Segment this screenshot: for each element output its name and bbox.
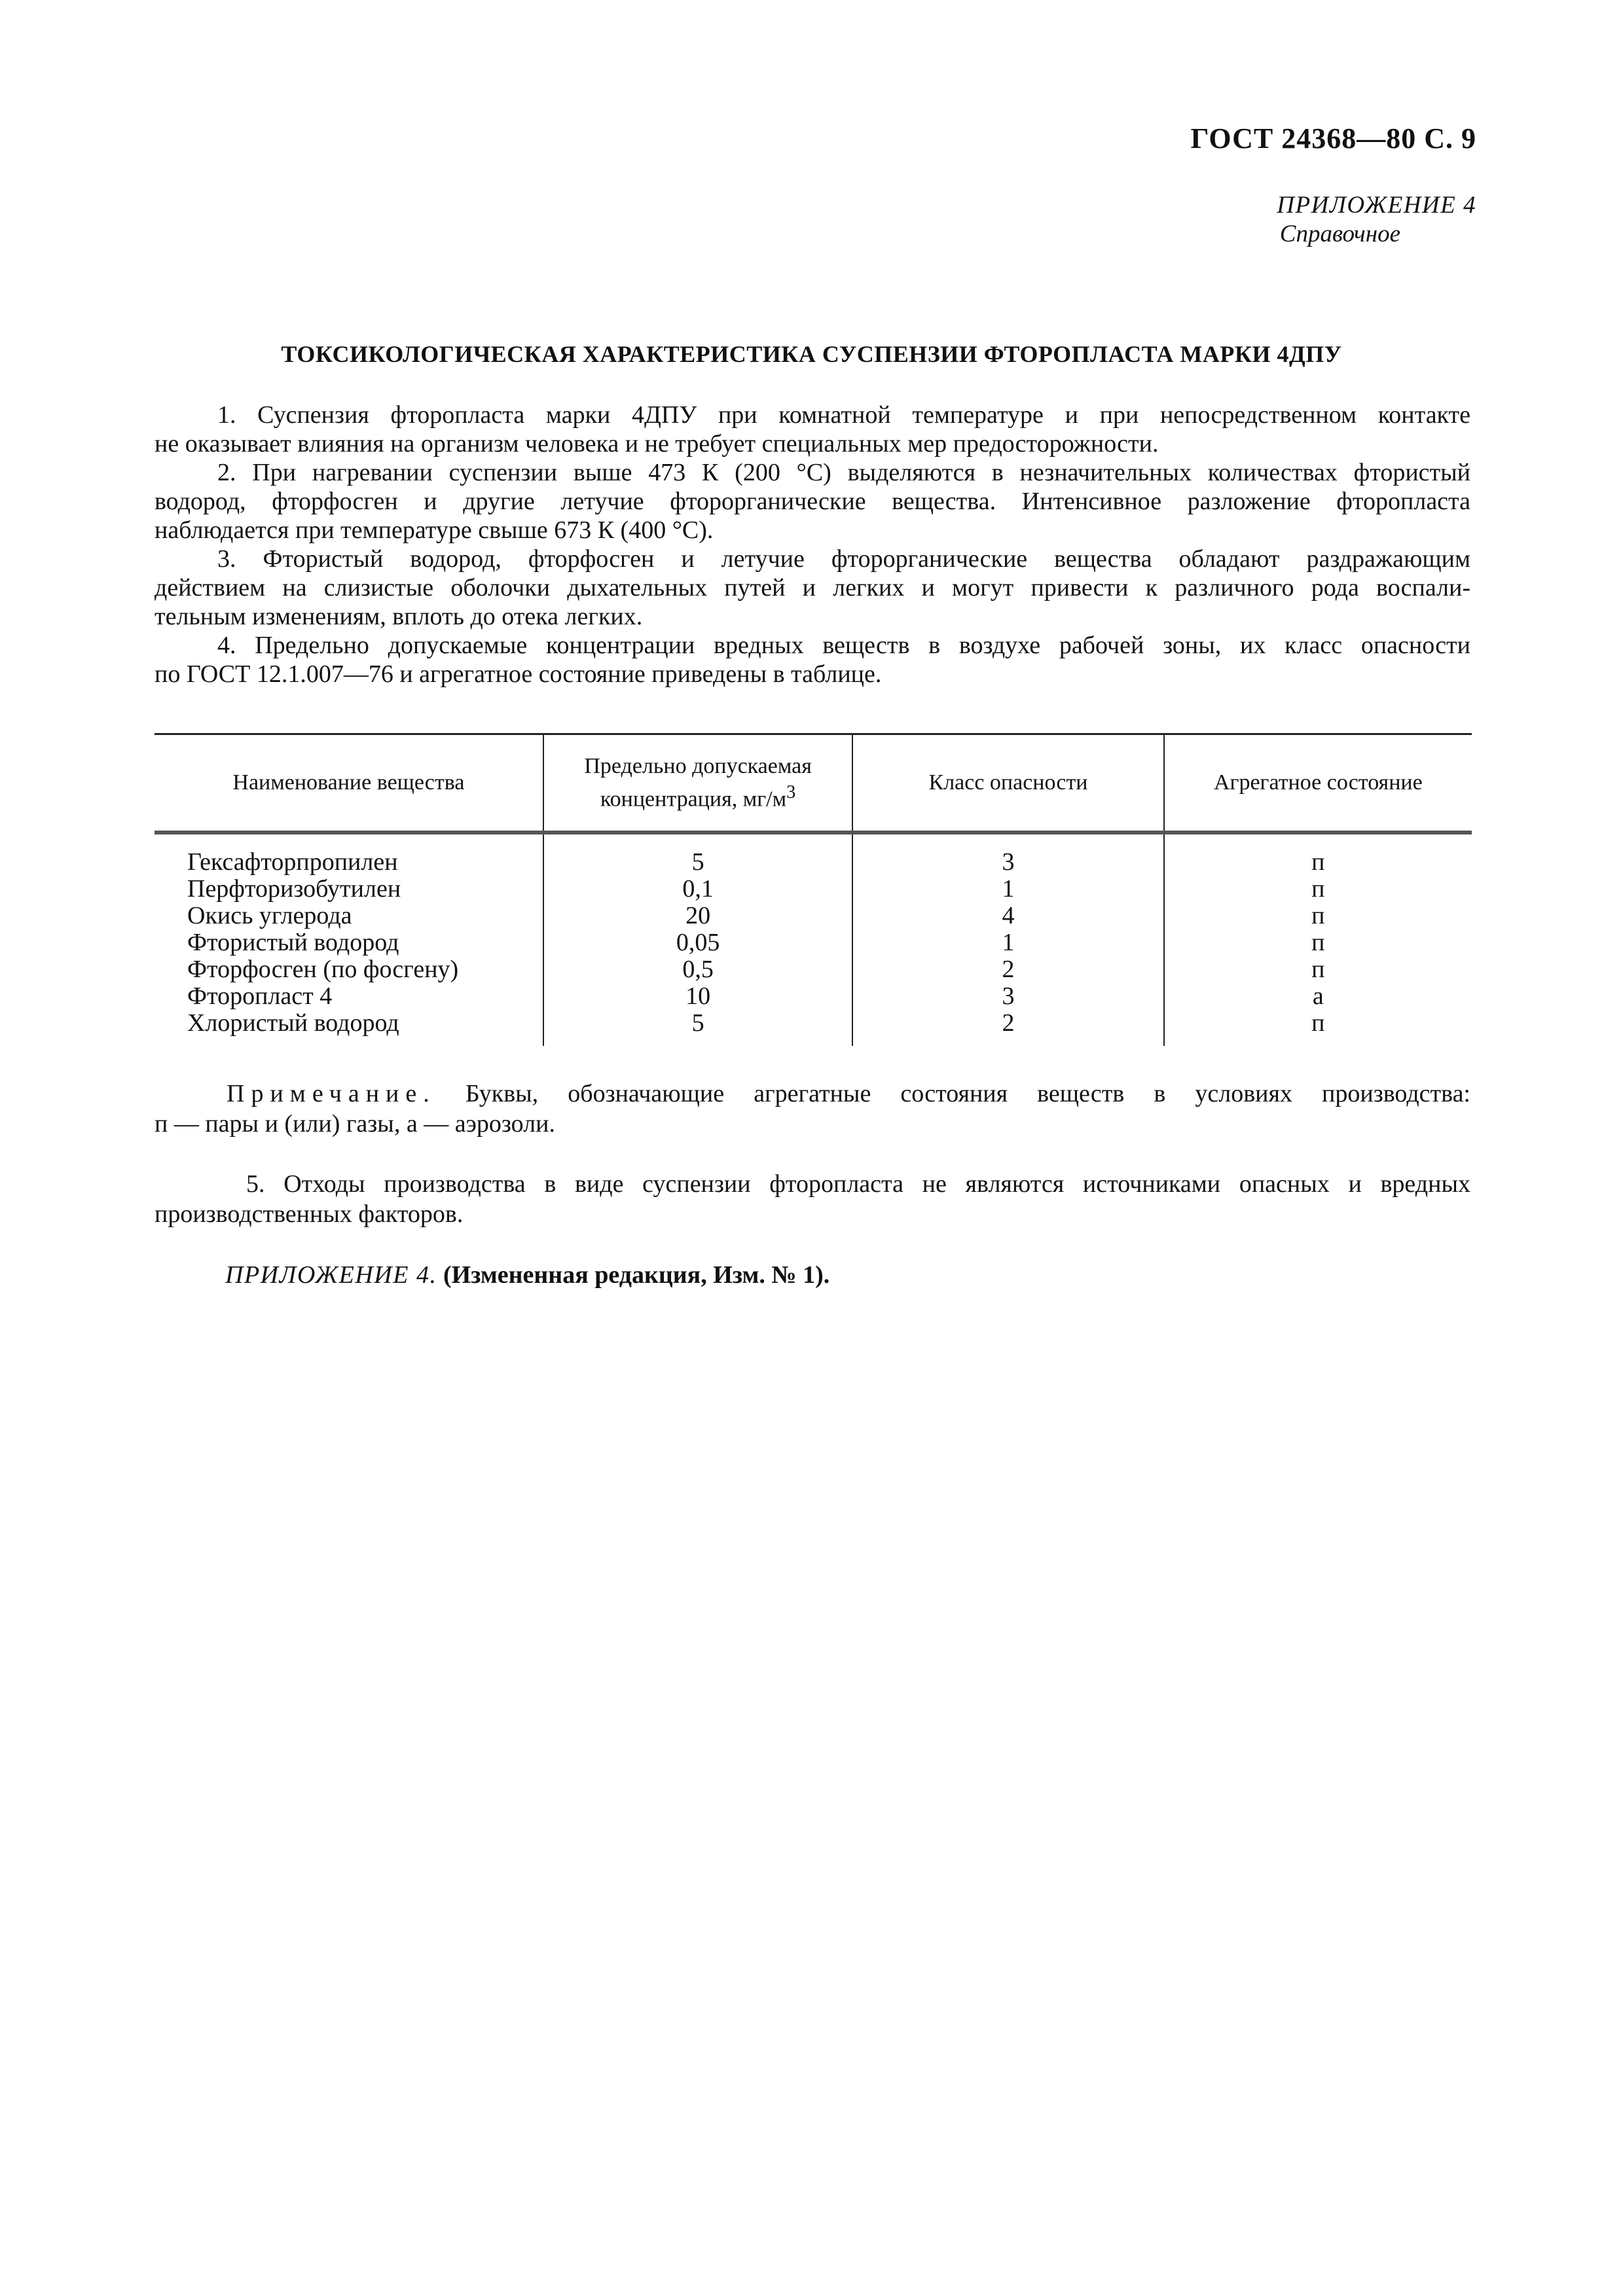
table-row [155, 956, 1472, 983]
table-note [155, 1079, 1470, 1139]
cell-state: п [1311, 956, 1325, 983]
paragraph-2 [155, 458, 1470, 545]
cell-name: Фторфосген (по фосгену) [155, 956, 543, 983]
paragraph-line: 2. При нагревании суспензии выше 473 К (200 °С) выделяются в незначительных количествах фтористый [217, 459, 1470, 486]
cell-hazard: 2 [852, 1010, 1163, 1046]
table-header-row [155, 734, 1472, 833]
paragraph-line: по ГОСТ 12.1.007—76 и агрегатное состояние приведены в таблице. [155, 660, 882, 688]
cell-concentration: 5 [543, 1010, 853, 1046]
header-conc-superscript: 3 [786, 781, 796, 802]
table-row [155, 1010, 1472, 1046]
header-max-concentration [543, 734, 853, 833]
cell-hazard: 3 [852, 833, 1163, 876]
paragraph-line: действием на слизистые оболочки дыхательных путей и легких и могут привести к различного рода воспали- [155, 574, 1470, 601]
cell-state: п [1311, 1009, 1325, 1037]
note-text: Буквы, обозначающие агрегатные состояния веществ в условиях производства: [435, 1080, 1470, 1107]
header-conc-line1: Предельно допускаемая [584, 753, 812, 778]
cell-concentration: 5 [543, 833, 853, 876]
cell-name: Гексафторпропилен [155, 833, 543, 876]
header-hazard-class: Класс опасности [852, 734, 1163, 833]
cell-state: п [1311, 902, 1325, 929]
paragraph-line: не оказывает влияния на организм человека и не требует специальных мер предосторожности. [155, 430, 1159, 457]
cell-state: п [1311, 875, 1325, 903]
appendix-reference: ПРИЛОЖЕНИЕ 4. [225, 1261, 437, 1289]
cell-concentration: 20 [543, 903, 853, 929]
paragraph-line: производственных факторов. [155, 1200, 464, 1228]
paragraph-line: тельным изменениям, вплоть до отека легких. [155, 603, 643, 630]
revision-note: (Измененная редакция, Изм. № 1). [443, 1261, 830, 1289]
appendix-type: Справочное [1279, 221, 1400, 247]
cell-name: Перфторизобутилен [155, 876, 543, 903]
cell-state: п [1311, 848, 1325, 876]
cell-name: Фторопласт 4 [155, 983, 543, 1010]
table-row [155, 833, 1472, 876]
table-row [155, 903, 1472, 929]
cell-hazard: 3 [852, 983, 1163, 1010]
cell-concentration: 0,05 [543, 929, 853, 956]
document-code: ГОСТ 24368—80 С. 9 [1190, 122, 1476, 154]
paragraph-line: 5. Отходы производства в виде суспензии фторопласта не являются источниками опасных и вредных [246, 1170, 1470, 1198]
table-row [155, 876, 1472, 903]
paragraph-line: водород, фторфосген и другие летучие фторорганические вещества. Интенсивное разложение фторопласта [155, 488, 1470, 515]
cell-concentration: 10 [543, 983, 853, 1010]
note-label: Примечание. [227, 1080, 436, 1107]
cell-concentration: 0,5 [543, 956, 853, 983]
paragraph-1 [155, 401, 1470, 458]
header-substance-name: Наименование вещества [155, 734, 543, 833]
cell-name: Окись углерода [155, 903, 543, 929]
paragraph-5 [155, 1169, 1470, 1229]
cell-name: Хлористый водород [155, 1010, 543, 1046]
table-row [155, 929, 1472, 956]
paragraph-line: 4. Предельно допускаемые концентрации вредных веществ в воздухе рабочей зоны, их класс опасности [217, 632, 1470, 659]
cell-hazard: 1 [852, 929, 1163, 956]
substances-table [155, 733, 1472, 1046]
paragraph-3 [155, 545, 1470, 631]
paragraph-line: 3. Фтористый водород, фторфосген и летучие фторорганические вещества обладают раздражающим [217, 545, 1470, 573]
paragraph-line: наблюдается при температуре свыше 673 К (400 °С). [155, 516, 714, 544]
cell-concentration: 0,1 [543, 876, 853, 903]
edition-note [225, 1261, 830, 1289]
cell-state: п [1311, 929, 1325, 956]
cell-hazard: 4 [852, 903, 1163, 929]
cell-state: а [1312, 982, 1324, 1010]
cell-hazard: 1 [852, 876, 1163, 903]
note-line-2: п — пары и (или) газы, а — аэрозоли. [155, 1110, 555, 1138]
header-aggregate-state: Агрегатное состояние [1164, 734, 1472, 833]
document-title: ТОКСИКОЛОГИЧЕСКАЯ ХАРАКТЕРИСТИКА СУСПЕНЗИИ ФТОРОПЛАСТА МАРКИ 4ДПУ [281, 341, 1342, 367]
note-line-1 [155, 1079, 1470, 1109]
paragraph-4 [155, 631, 1470, 689]
table-row [155, 983, 1472, 1010]
cell-name: Фтористый водород [155, 929, 543, 956]
header-conc-line2: концентрация, мг/м [600, 787, 787, 812]
cell-hazard: 2 [852, 956, 1163, 983]
appendix-label: ПРИЛОЖЕНИЕ 4 [1277, 192, 1476, 219]
paragraph-line: 1. Суспензия фторопласта марки 4ДПУ при комнатной температуре и при непосредственном контакте [217, 401, 1470, 429]
